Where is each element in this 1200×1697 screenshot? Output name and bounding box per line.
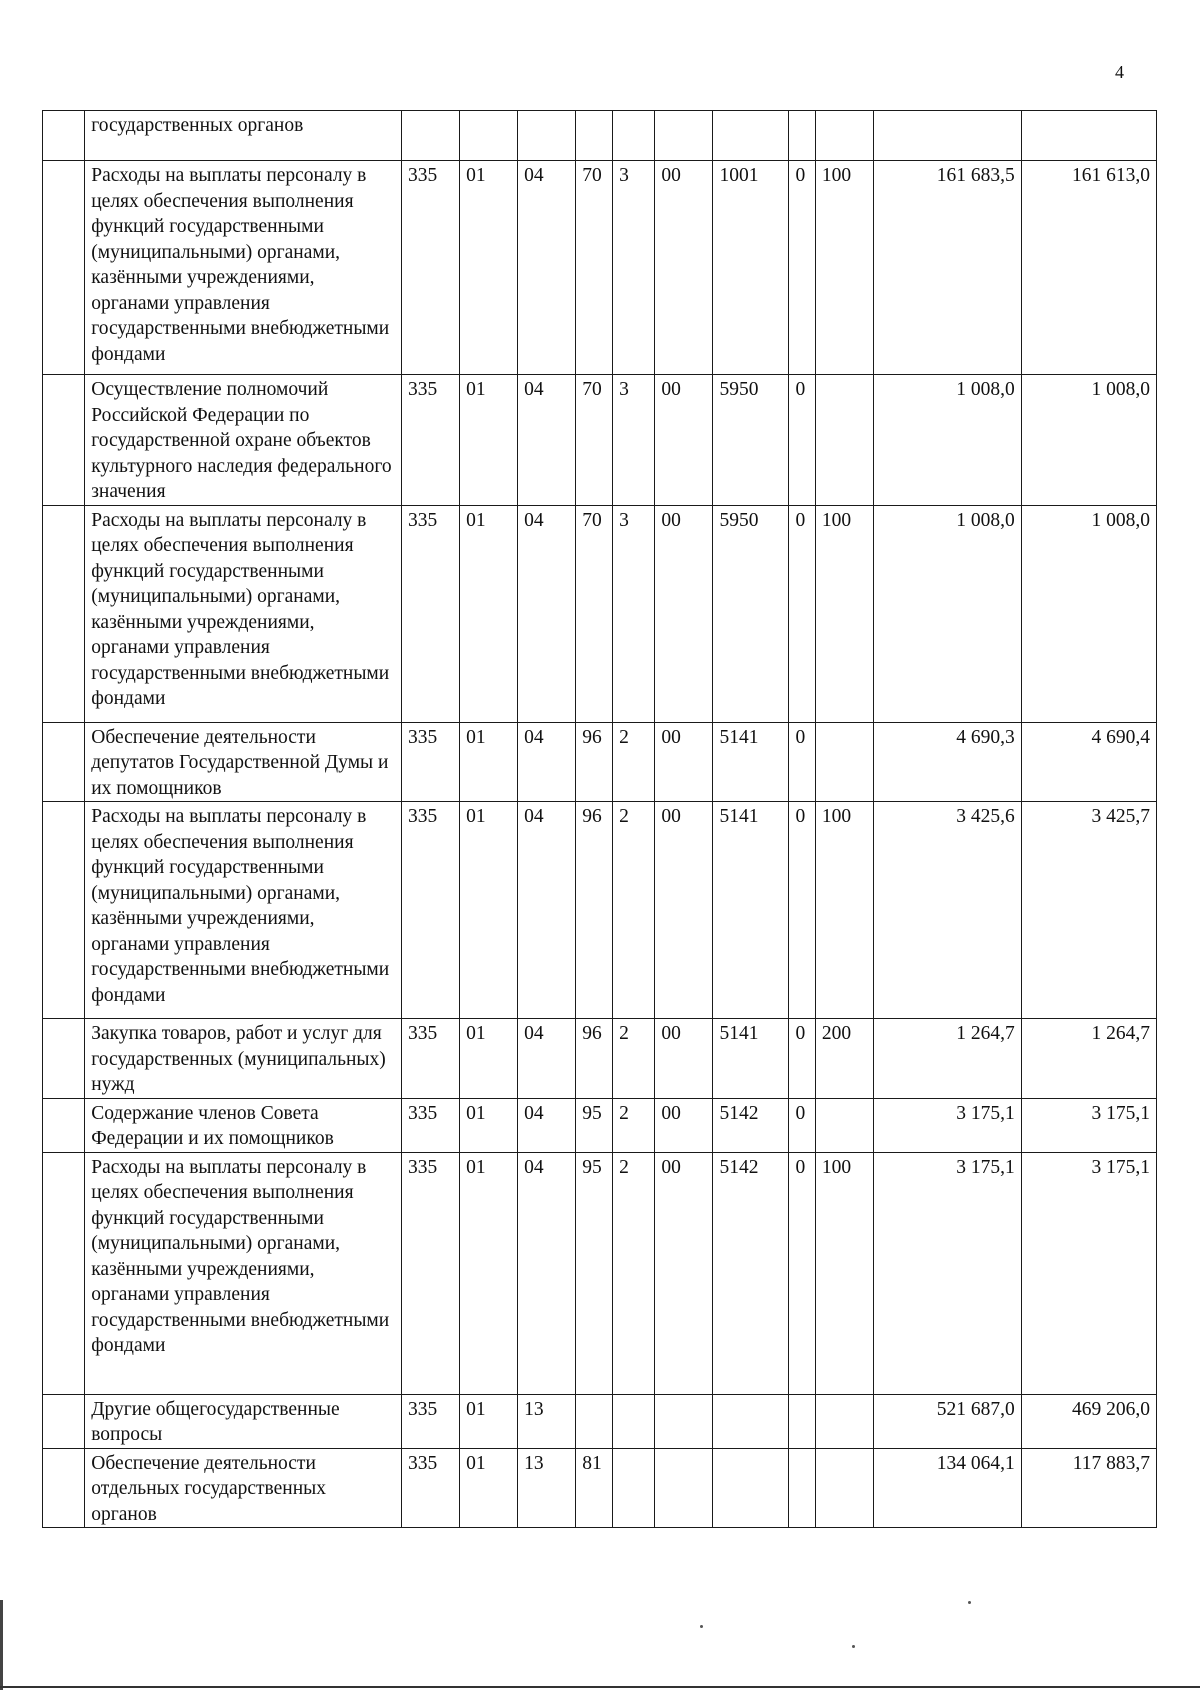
- table-row: [43, 1152, 1157, 1394]
- main-activity-code-cell: 00: [655, 505, 713, 722]
- expense-type-code-cell: 100: [815, 802, 873, 1019]
- subsection-code-cell: [518, 111, 576, 161]
- amount-2-cell: 1 008,0: [1021, 505, 1156, 722]
- row-marker-cell: [43, 111, 85, 161]
- row-marker-cell: [43, 1448, 85, 1528]
- row-marker-cell: [43, 1098, 85, 1152]
- program-code-cell: 96: [576, 722, 613, 802]
- main-activity-code-cell: 00: [655, 722, 713, 802]
- direction-code-cell: 5141: [713, 802, 789, 1019]
- direction-code-cell: [713, 1394, 789, 1448]
- amount-2-cell: 161 613,0: [1021, 161, 1156, 375]
- subdirection-code-cell: 0: [789, 722, 815, 802]
- subdirection-code-cell: 0: [789, 1019, 815, 1099]
- ministry-code-cell: 335: [402, 505, 460, 722]
- direction-code-cell: 5142: [713, 1152, 789, 1394]
- expense-name-cell: Расходы на выплаты персоналу в целях обеспечения выполнения функций государственными (муниципальными) органами, казёнными учреждениями, органами управления государственными внебюджетными фондами: [85, 802, 402, 1019]
- scan-speck: [852, 1645, 855, 1648]
- subprogram-code-cell: 2: [613, 1019, 655, 1099]
- subdirection-code-cell: 0: [789, 802, 815, 1019]
- expense-type-code-cell: 100: [815, 505, 873, 722]
- row-marker-cell: [43, 722, 85, 802]
- amount-1-cell: 3 175,1: [873, 1098, 1021, 1152]
- expense-name-cell: Содержание членов Совета Федерации и их помощников: [85, 1098, 402, 1152]
- program-code-cell: [576, 111, 613, 161]
- section-code-cell: 01: [460, 161, 518, 375]
- subdirection-code-cell: [789, 1448, 815, 1528]
- row-marker-cell: [43, 505, 85, 722]
- subprogram-code-cell: 3: [613, 161, 655, 375]
- row-marker-cell: [43, 1152, 85, 1394]
- expense-name-cell: Обеспечение деятельности депутатов Государственной Думы и их помощников: [85, 722, 402, 802]
- section-code-cell: 01: [460, 505, 518, 722]
- subprogram-code-cell: [613, 111, 655, 161]
- subprogram-code-cell: 2: [613, 1098, 655, 1152]
- subprogram-code-cell: 2: [613, 802, 655, 1019]
- main-activity-code-cell: 00: [655, 1152, 713, 1394]
- subdirection-code-cell: 0: [789, 161, 815, 375]
- main-activity-code-cell: [655, 1448, 713, 1528]
- subsection-code-cell: 04: [518, 1098, 576, 1152]
- section-code-cell: 01: [460, 1019, 518, 1099]
- expense-type-code-cell: 200: [815, 1019, 873, 1099]
- ministry-code-cell: 335: [402, 375, 460, 506]
- expense-name-cell: Осуществление полномочий Российской Федерации по государственной охране объектов культурного наследия федерального значения: [85, 375, 402, 506]
- expense-name-cell: Расходы на выплаты персоналу в целях обеспечения выполнения функций государственными (муниципальными) органами, казёнными учреждениями, органами управления государственными внебюджетными фондами: [85, 161, 402, 375]
- subprogram-code-cell: 2: [613, 722, 655, 802]
- direction-code-cell: 5141: [713, 1019, 789, 1099]
- expense-type-code-cell: [815, 111, 873, 161]
- table-row: [43, 1394, 1157, 1448]
- row-marker-cell: [43, 802, 85, 1019]
- subprogram-code-cell: 3: [613, 505, 655, 722]
- amount-2-cell: 3 175,1: [1021, 1098, 1156, 1152]
- ministry-code-cell: 335: [402, 1448, 460, 1528]
- amount-1-cell: 1 008,0: [873, 505, 1021, 722]
- section-code-cell: 01: [460, 375, 518, 506]
- expense-name-cell: Другие общегосударственные вопросы: [85, 1394, 402, 1448]
- expense-type-code-cell: [815, 375, 873, 506]
- expense-name-cell: Расходы на выплаты персоналу в целях обеспечения выполнения функций государственными (муниципальными) органами, казёнными учреждениями, органами управления государственными внебюджетными фондами: [85, 1152, 402, 1394]
- main-activity-code-cell: 00: [655, 802, 713, 1019]
- main-activity-code-cell: 00: [655, 1019, 713, 1099]
- ministry-code-cell: 335: [402, 1152, 460, 1394]
- amount-1-cell: 521 687,0: [873, 1394, 1021, 1448]
- main-activity-code-cell: [655, 111, 713, 161]
- direction-code-cell: 5142: [713, 1098, 789, 1152]
- table-row: [43, 802, 1157, 1019]
- subsection-code-cell: 04: [518, 802, 576, 1019]
- table-row: [43, 1448, 1157, 1528]
- expense-name-cell: Закупка товаров, работ и услуг для государственных (муниципальных) нужд: [85, 1019, 402, 1099]
- section-code-cell: 01: [460, 1098, 518, 1152]
- subdirection-code-cell: 0: [789, 1152, 815, 1394]
- budget-table-body: [43, 111, 1157, 1528]
- amount-2-cell: 3 175,1: [1021, 1152, 1156, 1394]
- expense-name-cell: Расходы на выплаты персоналу в целях обеспечения выполнения функций государственными (муниципальными) органами, казёнными учреждениями, органами управления государственными внебюджетными фондами: [85, 505, 402, 722]
- subdirection-code-cell: [789, 111, 815, 161]
- subsection-code-cell: 04: [518, 375, 576, 506]
- direction-code-cell: 5141: [713, 722, 789, 802]
- scan-speck: [700, 1625, 703, 1628]
- expense-type-code-cell: 100: [815, 161, 873, 375]
- table-row: [43, 722, 1157, 802]
- amount-1-cell: 3 175,1: [873, 1152, 1021, 1394]
- ministry-code-cell: 335: [402, 1098, 460, 1152]
- amount-1-cell: 1 008,0: [873, 375, 1021, 506]
- amount-2-cell: 3 425,7: [1021, 802, 1156, 1019]
- row-marker-cell: [43, 1019, 85, 1099]
- subsection-code-cell: 13: [518, 1448, 576, 1528]
- amount-2-cell: 117 883,7: [1021, 1448, 1156, 1528]
- budget-table: [42, 110, 1157, 1528]
- program-code-cell: 70: [576, 505, 613, 722]
- table-row: [43, 111, 1157, 161]
- amount-2-cell: 1 264,7: [1021, 1019, 1156, 1099]
- subprogram-code-cell: 3: [613, 375, 655, 506]
- page-number: 4: [1115, 62, 1124, 82]
- subsection-code-cell: 04: [518, 1152, 576, 1394]
- subprogram-code-cell: [613, 1448, 655, 1528]
- section-code-cell: 01: [460, 1394, 518, 1448]
- expense-name-cell: государственных органов: [85, 111, 402, 161]
- direction-code-cell: 5950: [713, 505, 789, 722]
- subdirection-code-cell: 0: [789, 1098, 815, 1152]
- subprogram-code-cell: 2: [613, 1152, 655, 1394]
- subdirection-code-cell: 0: [789, 505, 815, 722]
- ministry-code-cell: 335: [402, 1019, 460, 1099]
- program-code-cell: 81: [576, 1448, 613, 1528]
- expense-type-code-cell: [815, 1448, 873, 1528]
- subdirection-code-cell: [789, 1394, 815, 1448]
- subsection-code-cell: 04: [518, 505, 576, 722]
- subsection-code-cell: 04: [518, 161, 576, 375]
- direction-code-cell: [713, 1448, 789, 1528]
- scan-edge-mark: [0, 1600, 3, 1690]
- section-code-cell: 01: [460, 722, 518, 802]
- expense-type-code-cell: [815, 722, 873, 802]
- ministry-code-cell: 335: [402, 1394, 460, 1448]
- scan-bottom-rule: [0, 1686, 1200, 1688]
- direction-code-cell: 1001: [713, 161, 789, 375]
- ministry-code-cell: 335: [402, 802, 460, 1019]
- expense-type-code-cell: 100: [815, 1152, 873, 1394]
- expense-type-code-cell: [815, 1394, 873, 1448]
- table-row: [43, 1098, 1157, 1152]
- ministry-code-cell: [402, 111, 460, 161]
- expense-name-cell: Обеспечение деятельности отдельных государственных органов: [85, 1448, 402, 1528]
- subsection-code-cell: 13: [518, 1394, 576, 1448]
- row-marker-cell: [43, 1394, 85, 1448]
- main-activity-code-cell: 00: [655, 1098, 713, 1152]
- ministry-code-cell: 335: [402, 161, 460, 375]
- amount-1-cell: 4 690,3: [873, 722, 1021, 802]
- section-code-cell: 01: [460, 1152, 518, 1394]
- amount-2-cell: [1021, 111, 1156, 161]
- program-code-cell: 70: [576, 161, 613, 375]
- section-code-cell: 01: [460, 802, 518, 1019]
- program-code-cell: 95: [576, 1098, 613, 1152]
- ministry-code-cell: 335: [402, 722, 460, 802]
- table-row: [43, 161, 1157, 375]
- scan-speck: [968, 1601, 971, 1604]
- program-code-cell: 95: [576, 1152, 613, 1394]
- subdirection-code-cell: 0: [789, 375, 815, 506]
- amount-2-cell: 469 206,0: [1021, 1394, 1156, 1448]
- table-row: [43, 505, 1157, 722]
- program-code-cell: 96: [576, 1019, 613, 1099]
- section-code-cell: [460, 111, 518, 161]
- table-row: [43, 375, 1157, 506]
- program-code-cell: 96: [576, 802, 613, 1019]
- subsection-code-cell: 04: [518, 1019, 576, 1099]
- program-code-cell: [576, 1394, 613, 1448]
- amount-1-cell: 1 264,7: [873, 1019, 1021, 1099]
- amount-1-cell: 134 064,1: [873, 1448, 1021, 1528]
- expense-type-code-cell: [815, 1098, 873, 1152]
- main-activity-code-cell: [655, 1394, 713, 1448]
- table-row: [43, 1019, 1157, 1099]
- amount-2-cell: 1 008,0: [1021, 375, 1156, 506]
- program-code-cell: 70: [576, 375, 613, 506]
- amount-2-cell: 4 690,4: [1021, 722, 1156, 802]
- direction-code-cell: 5950: [713, 375, 789, 506]
- section-code-cell: 01: [460, 1448, 518, 1528]
- amount-1-cell: 161 683,5: [873, 161, 1021, 375]
- amount-1-cell: 3 425,6: [873, 802, 1021, 1019]
- subprogram-code-cell: [613, 1394, 655, 1448]
- amount-1-cell: [873, 111, 1021, 161]
- direction-code-cell: [713, 111, 789, 161]
- main-activity-code-cell: 00: [655, 161, 713, 375]
- row-marker-cell: [43, 375, 85, 506]
- row-marker-cell: [43, 161, 85, 375]
- main-activity-code-cell: 00: [655, 375, 713, 506]
- subsection-code-cell: 04: [518, 722, 576, 802]
